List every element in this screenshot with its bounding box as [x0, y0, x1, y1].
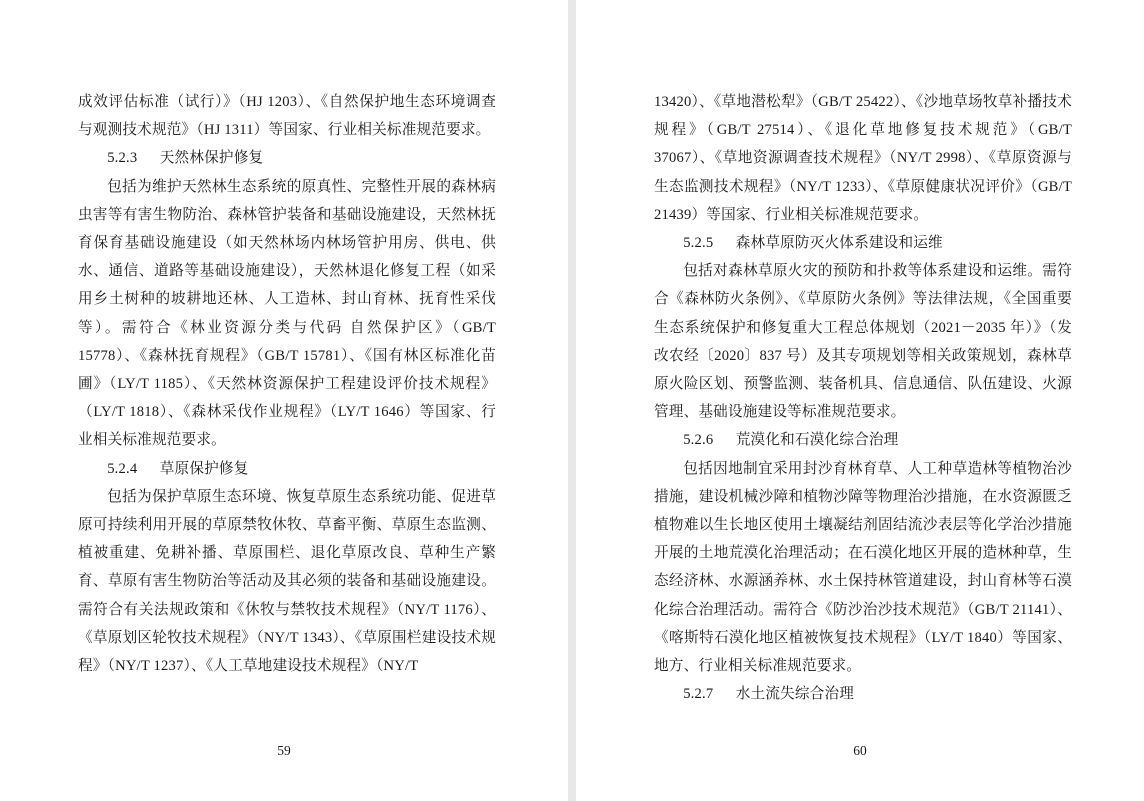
- section-number: 5.2.3: [107, 150, 138, 167]
- page-content-left: [78, 88, 496, 731]
- paragraph: 包括为维护天然林生态系统的原真性、完整性开展的森林病虫害等有害生物防治、森林管护装备和基础设施建设，天然林抚育保育基础设施建设（如天然林场内林场管护用房、供电、供水、通信、道路等基础设施建设），天然林退化修复工程（如采用乡土树种的坡耕地还林、人工造林、封山育林、抚育性采伐等）。需符合《林业资源分类与代码 自然保护区》（GB/T 15778）、《森林抚育规程》（GB/T 15781）、《国有林区标准化苗圃》（LY/T 1185）、《天然林资源保护工程建设评价技术规程》（LY/T 1818）、《森林采伐作业规程》（LY/T 1646）等国家、行业相关标准规范要求。: [78, 178, 496, 449]
- document-page-left: [0, 0, 568, 801]
- section-heading: [78, 455, 496, 483]
- paragraph: 包括为保护草原生态环境、恢复草原生态系统功能、促进草原可持续利用开展的草原禁牧休牧、草畜平衡、草原生态监测、植被重建、免耕补播、草原围栏、退化草原改良、草种生产繁育、草原有害生物防治等活动及其必须的装备和基础设施建设。需符合有关法规政策和《休牧与禁牧技术规程》（NY/T 1176）、《草原划区轮牧技术规程》（NY/T 1343）、《草原围栏建设技术规程》（NY/T 1237）、《人工草地建设技术规程》（NY/T: [78, 488, 496, 675]
- paragraph: 包括因地制宜采用封沙育林育草、人工种草造林等植物治沙措施，建设机械沙障和植物沙障等物理治沙措施，在水资源匮乏植物难以生长地区使用土壤凝结剂固结流沙表层等化学治沙措施开展的土地荒漠化治理活动；在石漠化地区开展的造林种草，生态经济林、水源涵养林、水土保持林管道建设，封山育林等石漠化综合治理活动。需符合《防沙治沙技术规范》（GB/T 21141）、《喀斯特石漠化地区植被恢复技术规程》（LY/T 1840）等国家、地方、行业相关标准规范要求。: [654, 460, 1072, 675]
- section-title: 森林草原防灭火体系建设和运维: [735, 235, 943, 252]
- paragraph: 13420）、《草地潜松犁》（GB/T 25422）、《沙地草场牧草补播技术规程》（GB/T 27514）、《退化草地修复技术规范》（GB/T 37067）、《草地资源调查技术规程》（NY/T 2998）、《草原资源与生态监测技术规程》（NY/T 1233）、《草原健康状况评价》（GB/T 21439）等国家、行业相关标准规范要求。: [654, 94, 1072, 223]
- section-number: 5.2.7: [683, 686, 714, 703]
- section-heading: [654, 229, 1072, 257]
- section-number: 5.2.4: [107, 460, 138, 477]
- section-title: 荒漠化和石漠化综合治理: [735, 432, 899, 449]
- section-heading: [78, 144, 496, 172]
- paragraph: 成效评估标准（试行）》（HJ 1203）、《自然保护地生态环境调查与观测技术规范》（HJ 1311）等国家、行业相关标准规范要求。: [78, 94, 496, 139]
- page-number: 59: [277, 743, 291, 758]
- section-number: 5.2.6: [683, 432, 714, 449]
- paragraph: 包括对森林草原火灾的预防和扑救等体系建设和运维。需符合《森林防火条例》、《草原防火条例》等法律法规，《全国重要生态系统保护和修复重大工程总体规划（2021－2035 年）》（发改农经〔2020〕837 号）及其专项规划等相关政策规划，森林草原火险区划、预警监测、装备机具、信息通信、队伍建设、火源管理、基础设施建设等标准规范要求。: [654, 263, 1072, 421]
- page-content-right: [654, 88, 1072, 731]
- section-title: 草原保护修复: [159, 460, 249, 477]
- section-heading: [654, 426, 1072, 454]
- section-title: 天然林保护修复: [159, 150, 264, 167]
- section-number: 5.2.5: [683, 235, 714, 252]
- section-title: 水土流失综合治理: [735, 686, 855, 703]
- page-number: 60: [853, 743, 867, 758]
- document-page-right: [576, 0, 1144, 801]
- section-heading: [654, 680, 1072, 708]
